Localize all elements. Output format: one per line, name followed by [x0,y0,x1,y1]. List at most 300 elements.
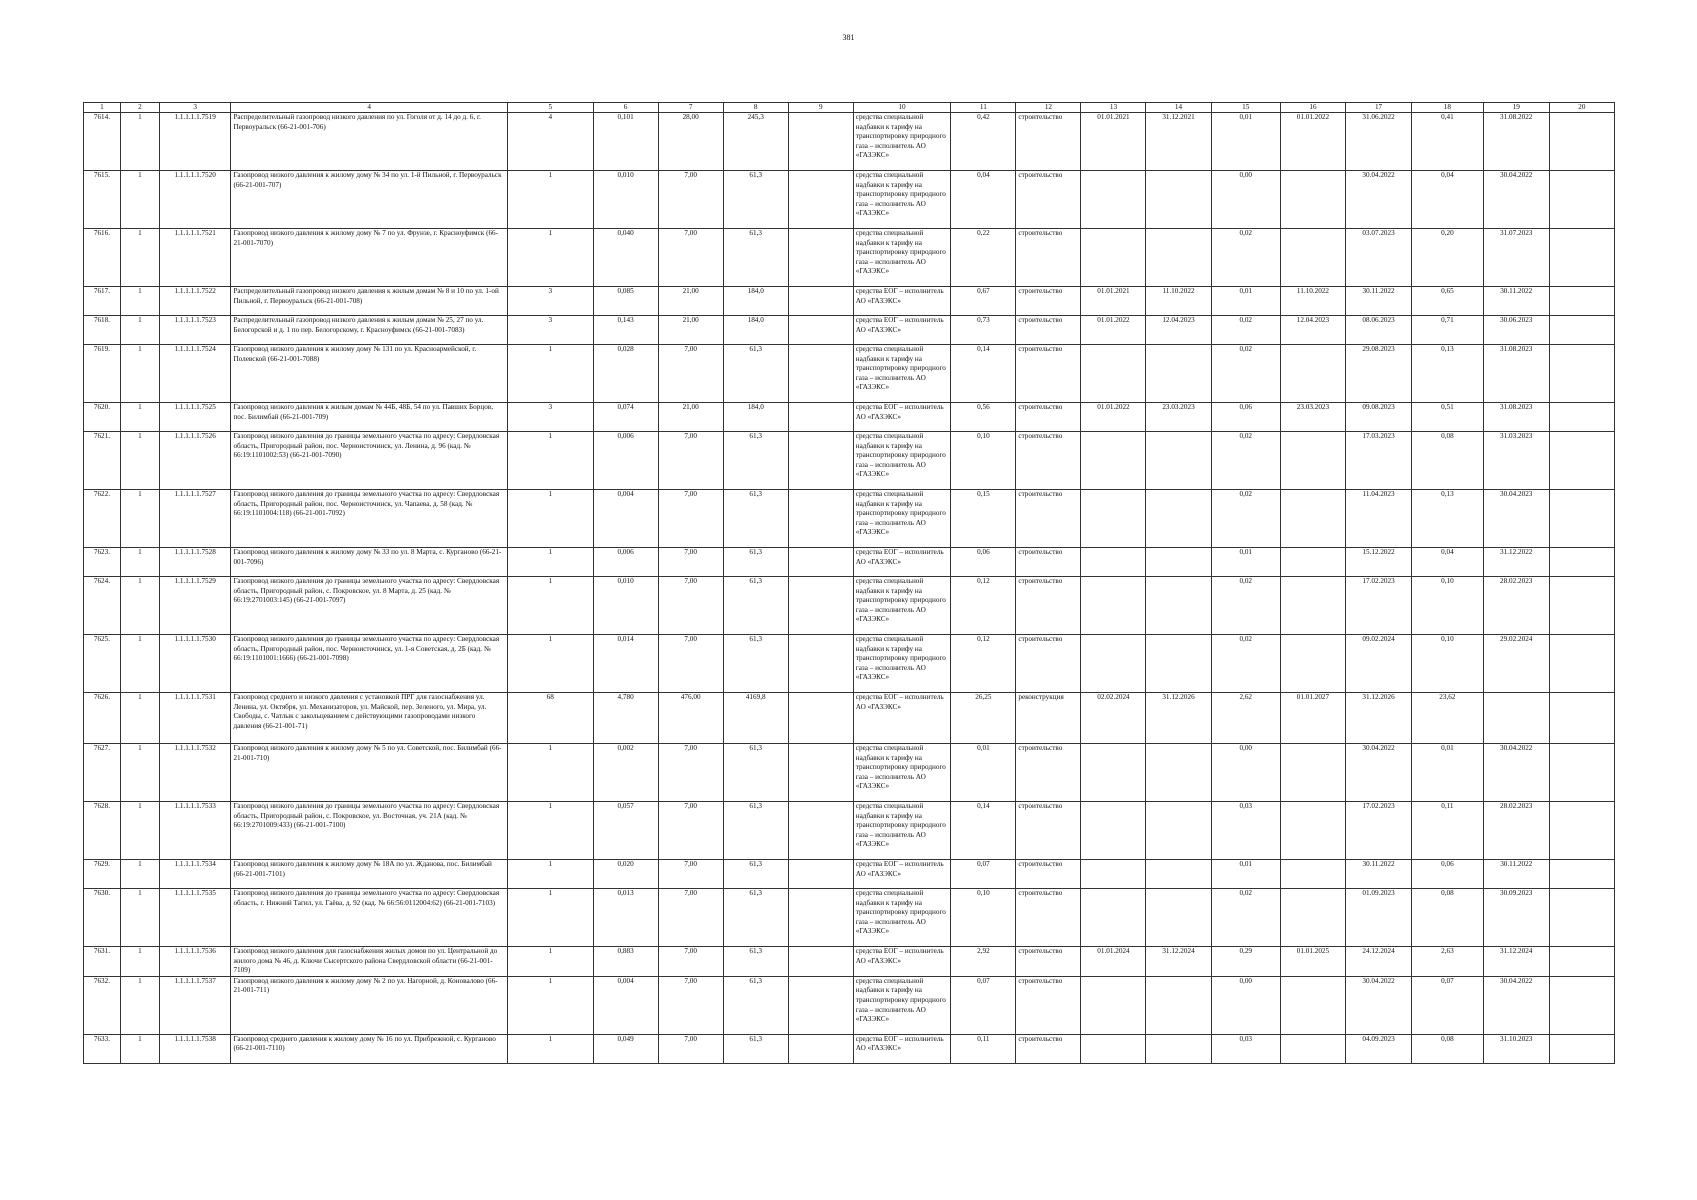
cell-col8: 61,3 [723,889,788,947]
cell-col2: 1 [120,976,159,1034]
cell-col8: 61,3 [723,432,788,490]
cell-col18: 0,01 [1412,744,1484,802]
cell-col8: 61,3 [723,490,788,548]
cell-col15: 0,02 [1211,432,1280,490]
cell-col6: 0,020 [593,860,658,889]
cell-col2: 1 [120,113,159,171]
cell-col16 [1280,1034,1345,1063]
cell-col7: 7,00 [658,345,723,403]
cell-col15: 0,02 [1211,889,1280,947]
cell-col20 [1549,113,1614,171]
column-header: 2 [120,103,159,113]
cell-col20 [1549,577,1614,635]
work-type: строительство [1016,947,1081,977]
cell-col17: 31.12.2026 [1345,693,1411,744]
cell-col17: 11.04.2023 [1345,490,1411,548]
row-number: 7620. [84,403,121,432]
cell-col20 [1549,889,1614,947]
row-number: 7625. [84,635,121,693]
cell-col19: 31.08.2023 [1483,345,1549,403]
cell-col11: 0,73 [951,316,1016,345]
cell-col17: 30.11.2022 [1345,287,1411,316]
object-name: Газопровод среднего и низкого давления с установкой ПРГ для газоснабжения ул. Ленина, ул. Октября, ул. Механизаторов, ул. Майской, пер. Зеленого, ул. Мира, ул. Свободы, с. Чатлык с закольцеванием с действующими газопроводами низкого давления (66-21-001-71) [231,693,507,744]
work-type: строительство [1016,403,1081,432]
cell-col9 [788,976,853,1034]
cell-col6: 0,014 [593,635,658,693]
funding-source: средства ЕОГ – исполнитель АО «ГАЗЭКС» [853,693,951,744]
start-date [1081,802,1146,860]
end-date [1146,490,1211,548]
cell-col8: 61,3 [723,345,788,403]
table-row [84,548,1615,577]
cell-col18: 0,13 [1412,490,1484,548]
cell-col20 [1549,432,1614,490]
end-date [1146,976,1211,1034]
cell-col16: 01.01.2022 [1280,113,1345,171]
cell-col15: 0,02 [1211,316,1280,345]
cell-col9 [788,635,853,693]
end-date [1146,744,1211,802]
funding-source: средства ЕОГ – исполнитель АО «ГАЗЭКС» [853,860,951,889]
cell-col9 [788,1034,853,1063]
item-code: 1.1.1.1.1.7537 [159,976,231,1034]
row-number: 7626. [84,693,121,744]
row-number: 7621. [84,432,121,490]
table-row [84,860,1615,889]
cell-col5: 1 [507,432,593,490]
cell-col7: 7,00 [658,889,723,947]
end-date [1146,860,1211,889]
cell-col19: 30.09.2023 [1483,889,1549,947]
column-header: 18 [1412,103,1484,113]
funding-source: средства ЕОГ – исполнитель АО «ГАЗЭКС» [853,287,951,316]
start-date [1081,860,1146,889]
cell-col19: 30.11.2022 [1483,860,1549,889]
row-number: 7622. [84,490,121,548]
row-number: 7630. [84,889,121,947]
cell-col11: 0,11 [951,1034,1016,1063]
table-body [84,113,1615,1064]
cell-col5: 1 [507,577,593,635]
table-row [84,1034,1615,1063]
cell-col15: 0,00 [1211,171,1280,229]
cell-col16: 11.10.2022 [1280,287,1345,316]
cell-col7: 7,00 [658,490,723,548]
work-type: строительство [1016,889,1081,947]
cell-col9 [788,490,853,548]
start-date [1081,744,1146,802]
cell-col7: 7,00 [658,802,723,860]
funding-source: средства ЕОГ – исполнитель АО «ГАЗЭКС» [853,316,951,345]
cell-col8: 4169,8 [723,693,788,744]
cell-col16 [1280,860,1345,889]
cell-col7: 7,00 [658,577,723,635]
row-number: 7628. [84,802,121,860]
item-code: 1.1.1.1.1.7529 [159,577,231,635]
table-row [84,229,1615,287]
end-date [1146,345,1211,403]
object-name: Газопровод низкого давления до границы земельного участка по адресу: Свердловская область, Пригородный район, пос. Черноисточинск, ул. Чапаева, д. 58 (кад. № 66:19:1101004:118) (66-21-001-7092) [231,490,507,548]
cell-col15: 0,01 [1211,860,1280,889]
cell-col18: 0,11 [1412,802,1484,860]
start-date [1081,171,1146,229]
row-number: 7617. [84,287,121,316]
object-name: Газопровод низкого давления к жилым домам № 44Б, 48Б, 54 по ул. Павших Борцов, пос. Билимбай (66-21-001-709) [231,403,507,432]
cell-col5: 1 [507,171,593,229]
cell-col6: 0,006 [593,548,658,577]
start-date [1081,432,1146,490]
cell-col18: 0,20 [1412,229,1484,287]
cell-col2: 1 [120,548,159,577]
object-name: Газопровод низкого давления к жилому дому № 131 по ул. Красноармейской, г. Полевской (66-21-001-7088) [231,345,507,403]
row-number: 7616. [84,229,121,287]
cell-col2: 1 [120,490,159,548]
work-type: строительство [1016,432,1081,490]
cell-col20 [1549,403,1614,432]
table-row [84,113,1615,171]
cell-col9 [788,345,853,403]
cell-col11: 0,07 [951,860,1016,889]
cell-col19: 31.08.2022 [1483,113,1549,171]
cell-col7: 476,00 [658,693,723,744]
cell-col17: 09.08.2023 [1345,403,1411,432]
cell-col9 [788,802,853,860]
row-number: 7631. [84,947,121,977]
cell-col7: 7,00 [658,548,723,577]
cell-col5: 1 [507,947,593,977]
cell-col20 [1549,548,1614,577]
cell-col2: 1 [120,744,159,802]
cell-col19: 30.04.2022 [1483,976,1549,1034]
cell-col16 [1280,889,1345,947]
item-code: 1.1.1.1.1.7535 [159,889,231,947]
cell-col6: 0,101 [593,113,658,171]
cell-col5: 1 [507,548,593,577]
column-header: 11 [951,103,1016,113]
cell-col17: 08.06.2023 [1345,316,1411,345]
cell-col15: 0,01 [1211,287,1280,316]
cell-col11: 0,10 [951,889,1016,947]
column-header: 7 [658,103,723,113]
cell-col9 [788,947,853,977]
start-date: 01.01.2021 [1081,113,1146,171]
cell-col16: 12.04.2023 [1280,316,1345,345]
cell-col19: 30.06.2023 [1483,316,1549,345]
funding-source: средства ЕОГ – исполнитель АО «ГАЗЭКС» [853,403,951,432]
item-code: 1.1.1.1.1.7536 [159,947,231,977]
cell-col16 [1280,802,1345,860]
cell-col11: 0,10 [951,432,1016,490]
object-name: Газопровод низкого давления к жилому дому № 18А по ул. Жданова, пос. Билимбай (66-21-001-7101) [231,860,507,889]
cell-col18: 0,41 [1412,113,1484,171]
cell-col5: 1 [507,802,593,860]
end-date [1146,1034,1211,1063]
start-date: 02.02.2024 [1081,693,1146,744]
object-name: Газопровод низкого давления для газоснабжения жилых домов по ул. Центральной до жилого дома № 46, д. Ключи Сысертского района Свердловской области (66-21-001-7109) [231,947,507,977]
cell-col5: 1 [507,229,593,287]
cell-col5: 1 [507,860,593,889]
end-date [1146,802,1211,860]
cell-col19: 30.04.2022 [1483,744,1549,802]
cell-col6: 0,143 [593,316,658,345]
cell-col2: 1 [120,577,159,635]
end-date: 23.03.2023 [1146,403,1211,432]
cell-col20 [1549,976,1614,1034]
cell-col15: 0,02 [1211,229,1280,287]
cell-col15: 0,06 [1211,403,1280,432]
item-code: 1.1.1.1.1.7526 [159,432,231,490]
item-code: 1.1.1.1.1.7519 [159,113,231,171]
work-type: строительство [1016,860,1081,889]
cell-col20 [1549,635,1614,693]
column-header: 19 [1483,103,1549,113]
cell-col16: 01.01.2025 [1280,947,1345,977]
cell-col7: 7,00 [658,947,723,977]
cell-col5: 3 [507,316,593,345]
cell-col5: 3 [507,403,593,432]
column-header: 15 [1211,103,1280,113]
funding-source: средства специальной надбавки к тарифу на транспортировку природного газа – исполнитель АО «ГАЗЭКС» [853,889,951,947]
column-header: 8 [723,103,788,113]
cell-col6: 0,004 [593,490,658,548]
cell-col8: 184,0 [723,287,788,316]
work-type: строительство [1016,577,1081,635]
start-date: 01.01.2022 [1081,316,1146,345]
cell-col8: 245,3 [723,113,788,171]
cell-col2: 1 [120,1034,159,1063]
cell-col6: 0,057 [593,802,658,860]
cell-col15: 0,03 [1211,1034,1280,1063]
item-code: 1.1.1.1.1.7530 [159,635,231,693]
cell-col11: 26,25 [951,693,1016,744]
cell-col18: 0,65 [1412,287,1484,316]
item-code: 1.1.1.1.1.7531 [159,693,231,744]
start-date [1081,889,1146,947]
cell-col19: 31.08.2023 [1483,403,1549,432]
row-number: 7632. [84,976,121,1034]
item-code: 1.1.1.1.1.7534 [159,860,231,889]
start-date: 01.01.2022 [1081,403,1146,432]
cell-col18: 0,04 [1412,548,1484,577]
funding-source: средства специальной надбавки к тарифу на транспортировку природного газа – исполнитель АО «ГАЗЭКС» [853,976,951,1034]
object-name: Распределительный газопровод низкого давления к жилым домам № 8 и 10 по ул. 1-ой Пильной, г. Первоуральск (66-21-001-708) [231,287,507,316]
cell-col2: 1 [120,693,159,744]
cell-col7: 28,00 [658,113,723,171]
cell-col9 [788,744,853,802]
row-number: 7619. [84,345,121,403]
cell-col2: 1 [120,802,159,860]
table-row [84,802,1615,860]
item-code: 1.1.1.1.1.7527 [159,490,231,548]
cell-col11: 0,22 [951,229,1016,287]
start-date [1081,490,1146,548]
cell-col2: 1 [120,947,159,977]
cell-col9 [788,889,853,947]
cell-col20 [1549,860,1614,889]
cell-col2: 1 [120,171,159,229]
cell-col16 [1280,229,1345,287]
work-type: строительство [1016,548,1081,577]
cell-col11: 0,06 [951,548,1016,577]
cell-col15: 2,62 [1211,693,1280,744]
work-type: строительство [1016,287,1081,316]
cell-col2: 1 [120,432,159,490]
object-name: Распределительный газопровод низкого давления к жилым домам № 25, 27 по ул. Белогорской и д. 1 по пер. Белогорскому, г. Красноуфимск (66-21-001-7083) [231,316,507,345]
end-date: 31.12.2026 [1146,693,1211,744]
object-name: Газопровод низкого давления к жилому дому № 2 по ул. Нагорной, д. Коновалово (66-21-001-711) [231,976,507,1034]
work-type: строительство [1016,345,1081,403]
item-code: 1.1.1.1.1.7521 [159,229,231,287]
cell-col19: 31.03.2023 [1483,432,1549,490]
cell-col8: 61,3 [723,976,788,1034]
row-number: 7618. [84,316,121,345]
cell-col6: 0,085 [593,287,658,316]
cell-col11: 0,14 [951,802,1016,860]
cell-col16 [1280,171,1345,229]
end-date [1146,635,1211,693]
end-date [1146,432,1211,490]
row-number: 7624. [84,577,121,635]
work-type: строительство [1016,1034,1081,1063]
row-number: 7614. [84,113,121,171]
cell-col6: 0,049 [593,1034,658,1063]
cell-col11: 0,15 [951,490,1016,548]
cell-col5: 1 [507,1034,593,1063]
cell-col18: 0,10 [1412,635,1484,693]
cell-col18: 0,13 [1412,345,1484,403]
cell-col17: 30.04.2022 [1345,976,1411,1034]
work-type: строительство [1016,113,1081,171]
end-date [1146,577,1211,635]
cell-col5: 1 [507,976,593,1034]
cell-col16 [1280,744,1345,802]
cell-col17: 30.04.2022 [1345,744,1411,802]
row-number: 7623. [84,548,121,577]
end-date: 31.12.2021 [1146,113,1211,171]
table-row [84,171,1615,229]
cell-col20 [1549,287,1614,316]
cell-col11: 0,01 [951,744,1016,802]
cell-col9 [788,860,853,889]
object-name: Газопровод низкого давления к жилому дому № 7 по ул. Фрунзе, г. Красноуфимск (66-21-001-7070) [231,229,507,287]
cell-col19: 28.02.2023 [1483,577,1549,635]
cell-col19 [1483,693,1549,744]
cell-col19: 31.12.2024 [1483,947,1549,977]
cell-col20 [1549,947,1614,977]
cell-col11: 0,04 [951,171,1016,229]
funding-source: средства ЕОГ – исполнитель АО «ГАЗЭКС» [853,1034,951,1063]
cell-col6: 0,040 [593,229,658,287]
cell-col19: 31.07.2023 [1483,229,1549,287]
cell-col7: 7,00 [658,229,723,287]
column-header: 20 [1549,103,1614,113]
cell-col17: 17.02.2023 [1345,577,1411,635]
work-type: строительство [1016,316,1081,345]
cell-col5: 3 [507,287,593,316]
cell-col6: 0,010 [593,577,658,635]
cell-col11: 0,07 [951,976,1016,1034]
cell-col6: 0,883 [593,947,658,977]
cell-col19: 28.02.2023 [1483,802,1549,860]
cell-col6: 4,780 [593,693,658,744]
row-number: 7615. [84,171,121,229]
cell-col20 [1549,316,1614,345]
cell-col8: 61,3 [723,229,788,287]
cell-col19: 30.11.2022 [1483,287,1549,316]
cell-col17: 03.07.2023 [1345,229,1411,287]
end-date [1146,171,1211,229]
table-row [84,490,1615,548]
item-code: 1.1.1.1.1.7524 [159,345,231,403]
cell-col15: 0,29 [1211,947,1280,977]
start-date [1081,229,1146,287]
item-code: 1.1.1.1.1.7532 [159,744,231,802]
item-code: 1.1.1.1.1.7533 [159,802,231,860]
cell-col5: 68 [507,693,593,744]
cell-col9 [788,229,853,287]
cell-col11: 0,12 [951,635,1016,693]
cell-col18: 0,06 [1412,860,1484,889]
start-date [1081,548,1146,577]
cell-col18: 0,08 [1412,432,1484,490]
funding-source: средства специальной надбавки к тарифу на транспортировку природного газа – исполнитель АО «ГАЗЭКС» [853,744,951,802]
work-type: строительство [1016,171,1081,229]
cell-col20 [1549,345,1614,403]
end-date [1146,229,1211,287]
cell-col5: 1 [507,744,593,802]
cell-col18: 0,71 [1412,316,1484,345]
cell-col2: 1 [120,287,159,316]
cell-col15: 0,01 [1211,548,1280,577]
column-header: 6 [593,103,658,113]
cell-col2: 1 [120,345,159,403]
table-row [84,947,1615,977]
cell-col8: 61,3 [723,548,788,577]
table-row [84,316,1615,345]
work-type: строительство [1016,635,1081,693]
funding-source: средства ЕОГ – исполнитель АО «ГАЗЭКС» [853,947,951,977]
start-date [1081,976,1146,1034]
cell-col16 [1280,577,1345,635]
cell-col8: 184,0 [723,403,788,432]
cell-col2: 1 [120,403,159,432]
table-row [84,635,1615,693]
cell-col9 [788,548,853,577]
item-code: 1.1.1.1.1.7522 [159,287,231,316]
item-code: 1.1.1.1.1.7528 [159,548,231,577]
cell-col2: 1 [120,860,159,889]
start-date: 01.01.2024 [1081,947,1146,977]
cell-col15: 0,02 [1211,490,1280,548]
cell-col17: 30.04.2022 [1345,171,1411,229]
cell-col17: 31.06.2022 [1345,113,1411,171]
cell-col16 [1280,635,1345,693]
cell-col2: 1 [120,635,159,693]
cell-col15: 0,02 [1211,635,1280,693]
cell-col8: 61,3 [723,577,788,635]
funding-source: средства специальной надбавки к тарифу на транспортировку природного газа – исполнитель АО «ГАЗЭКС» [853,577,951,635]
start-date [1081,345,1146,403]
header-row [84,103,1615,113]
cell-col7: 7,00 [658,171,723,229]
work-type: строительство [1016,744,1081,802]
column-header: 3 [159,103,231,113]
cell-col18: 0,04 [1412,171,1484,229]
table-row [84,432,1615,490]
cell-col17: 30.11.2022 [1345,860,1411,889]
work-type: строительство [1016,976,1081,1034]
cell-col11: 0,56 [951,403,1016,432]
